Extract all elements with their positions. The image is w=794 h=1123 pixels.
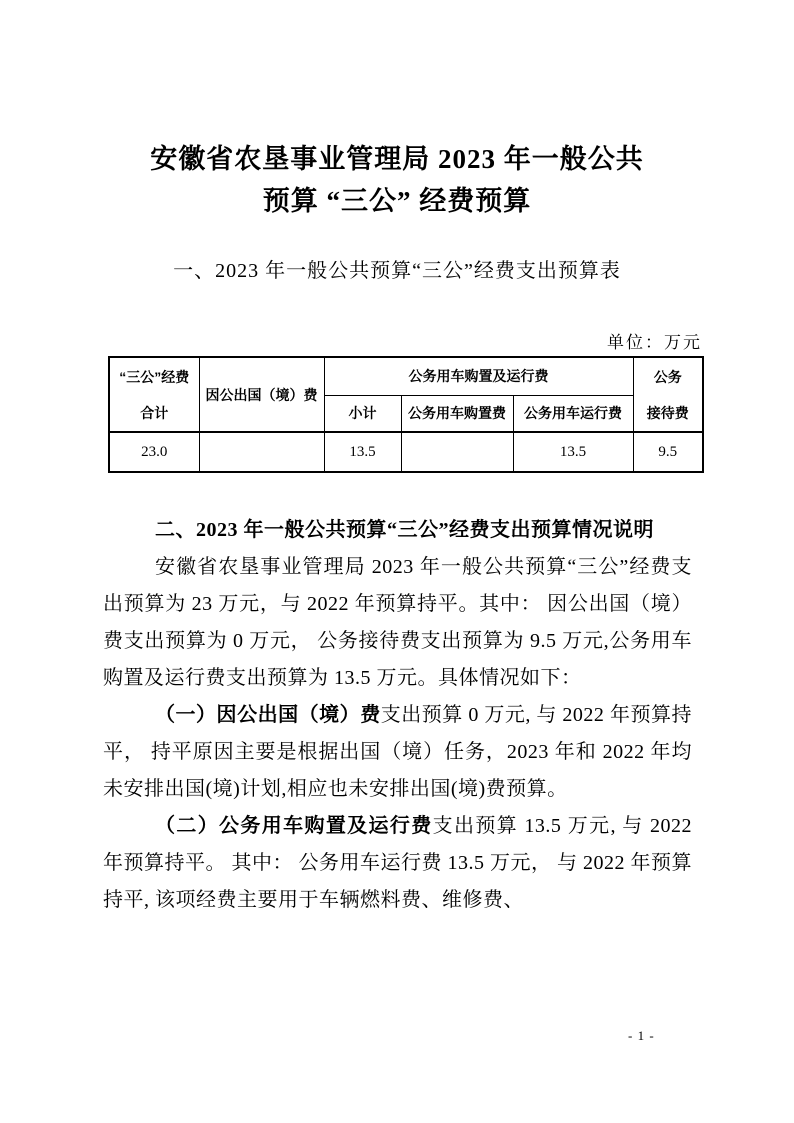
header-sangong-total-line2: 合计 — [140, 404, 169, 421]
header-vehicle-purchase: 公务用车购置费 — [401, 395, 513, 432]
document-title — [0, 138, 794, 222]
paragraph-abroad — [103, 697, 692, 808]
paragraph-vehicle — [103, 808, 692, 919]
section1-heading: 一、2023 年一般公共预算“三公”经费支出预算表 — [173, 260, 621, 282]
paragraph-abroad-text: 支出预算 0 万元, 与 2022 年预算持平， 持平原因主要是根据出国（境）任务，2023 年和 2022 年均未安排出国(境)计划,相应也未安排出国(境)费预算。 — [103, 704, 693, 800]
header-vehicle-operation: 公务用车运行费 — [513, 395, 633, 432]
body-text — [103, 512, 692, 919]
cell-abroad — [199, 432, 324, 472]
header-sangong-total-line1: “三公”经费 — [119, 368, 190, 385]
section2-heading: 二、2023 年一般公共预算“三公”经费支出预算情况说明 — [155, 519, 654, 541]
cell-sangong-total: 23.0 — [109, 432, 199, 472]
paragraph-abroad-lead: （一）因公出国（境）费 — [155, 704, 381, 726]
paragraph-vehicle-lead: （二）公务用车购置及运行费 — [155, 815, 433, 837]
paragraph-overview — [103, 549, 692, 697]
header-reception — [633, 357, 703, 432]
document-title-line2: 预算 “三公” 经费预算 — [262, 186, 532, 216]
unit-label: 单位：万元 — [607, 333, 702, 352]
cell-vehicle-subtotal: 13.5 — [324, 432, 401, 472]
cell-reception: 9.5 — [633, 432, 703, 472]
header-vehicle-subtotal: 小计 — [324, 395, 401, 432]
document-title-line1: 安徽省农垦事业管理局 2023 年一般公共 — [150, 144, 644, 174]
header-reception-line2: 接待费 — [646, 404, 689, 421]
header-reception-line1: 公务 — [653, 368, 682, 385]
budget-table — [108, 356, 704, 473]
page-number: - 1 - — [628, 1028, 655, 1043]
header-sangong-total — [109, 357, 199, 432]
header-vehicle-group: 公务用车购置及运行费 — [324, 357, 633, 395]
header-abroad: 因公出国（境）费 — [199, 357, 324, 432]
paragraph-overview-text: 安徽省农垦事业管理局 2023 年一般公共预算“三公”经费支出预算为 23 万元，与 2022 年预算持平。其中： 因公出国（境）费支出预算为 0 万元， 公务接待费支出预算为 9.5 万元,公务用车购置及运行费支出预算为 13.5 万元。具体情况如下： — [103, 556, 692, 689]
table-row — [109, 432, 703, 472]
cell-vehicle-purchase — [401, 432, 513, 472]
paragraph-vehicle-text: 支出预算 13.5 万元, 与 2022 年预算持平。 其中： 公务用车运行费 13.5 万元， 与 2022 年预算持平, 该项经费主要用于车辆燃料费、维修费、 — [103, 815, 693, 911]
cell-vehicle-operation: 13.5 — [513, 432, 633, 472]
